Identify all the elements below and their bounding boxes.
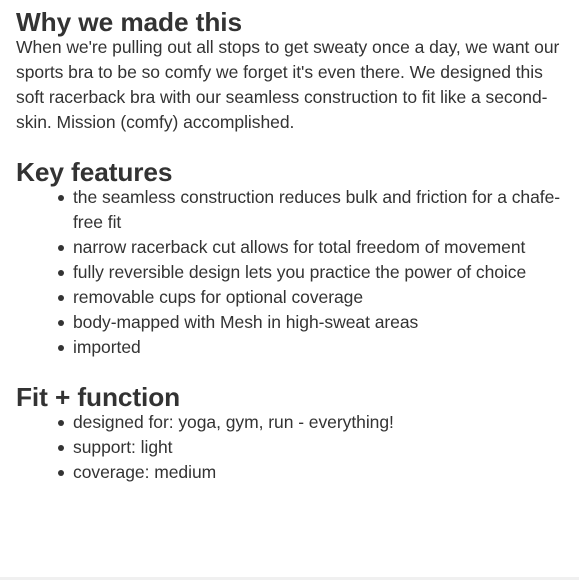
fit-function-section	[16, 382, 563, 485]
why-we-made-this-section	[16, 7, 563, 135]
section-title-fit-function: Fit + function	[16, 382, 181, 412]
section-title-why: Why we made this	[16, 7, 242, 37]
section-title-key-features: Key features	[16, 157, 173, 187]
list-item: designed for: yoga, gym, run - everything!	[73, 410, 563, 435]
list-item: body-mapped with Mesh in high-sweat areas	[73, 310, 563, 335]
list-item: imported	[73, 335, 563, 360]
list-item: coverage: medium	[73, 460, 563, 485]
fit-function-list	[16, 410, 563, 485]
list-item: the seamless construction reduces bulk and friction for a chafe-free fit	[73, 185, 563, 235]
list-item: removable cups for optional coverage	[73, 285, 563, 310]
list-item: support: light	[73, 435, 563, 460]
key-features-section	[16, 157, 563, 360]
key-features-list	[16, 185, 563, 360]
list-item: narrow racerback cut allows for total freedom of movement	[73, 235, 563, 260]
list-item: fully reversible design lets you practice the power of choice	[73, 260, 563, 285]
why-description: When we're pulling out all stops to get sweaty once a day, we want our sports bra to be so comfy we forget it's even there. We designed this soft racerback bra with our seamless construction to fit like a second-skin. Mission (comfy) accomplished.	[16, 37, 560, 132]
